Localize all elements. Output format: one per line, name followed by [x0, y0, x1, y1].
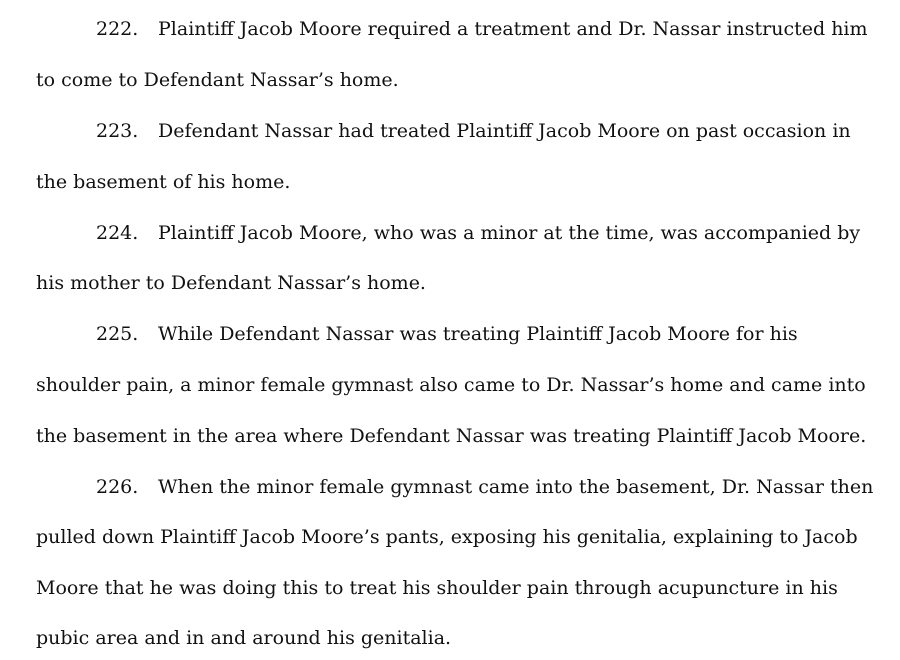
paragraph-226-line-3: Moore that he was doing this to treat his shoulder pain through acupuncture in his	[36, 577, 838, 599]
paragraph-number: 226.	[96, 476, 139, 498]
paragraph-number: 224.	[96, 222, 139, 244]
paragraph-226-line-1	[96, 475, 873, 499]
paragraph-226-line-4: pubic area and in and around his genitalia.	[36, 627, 452, 649]
paragraph-226-line-2: pulled down Plaintiff Jacob Moore’s pants, exposing his genitalia, explaining to Jacob	[36, 526, 858, 548]
paragraph-224-line-1	[96, 221, 860, 245]
paragraph-225-line-3: the basement in the area where Defendant Nassar was treating Plaintiff Jacob Moore.	[36, 425, 867, 447]
paragraph-number: 223.	[96, 120, 139, 142]
paragraph-222-line-1	[96, 17, 868, 41]
paragraph-224-line-2: his mother to Defendant Nassar’s home.	[36, 272, 426, 294]
paragraph-number: 222.	[96, 18, 139, 40]
paragraph-222-line-2: to come to Defendant Nassar’s home.	[36, 69, 399, 91]
paragraph-text: Defendant Nassar had treated Plaintiff Jacob Moore on past occasion in	[158, 120, 851, 142]
paragraph-text: Plaintiff Jacob Moore, who was a minor at the time, was accompanied by	[158, 222, 861, 244]
paragraph-text: While Defendant Nassar was treating Plaintiff Jacob Moore for his	[158, 323, 798, 345]
paragraph-225-line-2: shoulder pain, a minor female gymnast also came to Dr. Nassar’s home and came into	[36, 374, 866, 396]
paragraph-223-line-2: the basement of his home.	[36, 171, 291, 193]
paragraph-text: Plaintiff Jacob Moore required a treatment and Dr. Nassar instructed him	[158, 18, 868, 40]
paragraph-number: 225.	[96, 323, 139, 345]
paragraph-225-line-1	[96, 322, 798, 346]
paragraph-223-line-1	[96, 119, 851, 143]
paragraph-text: When the minor female gymnast came into the basement, Dr. Nassar then	[158, 476, 874, 498]
